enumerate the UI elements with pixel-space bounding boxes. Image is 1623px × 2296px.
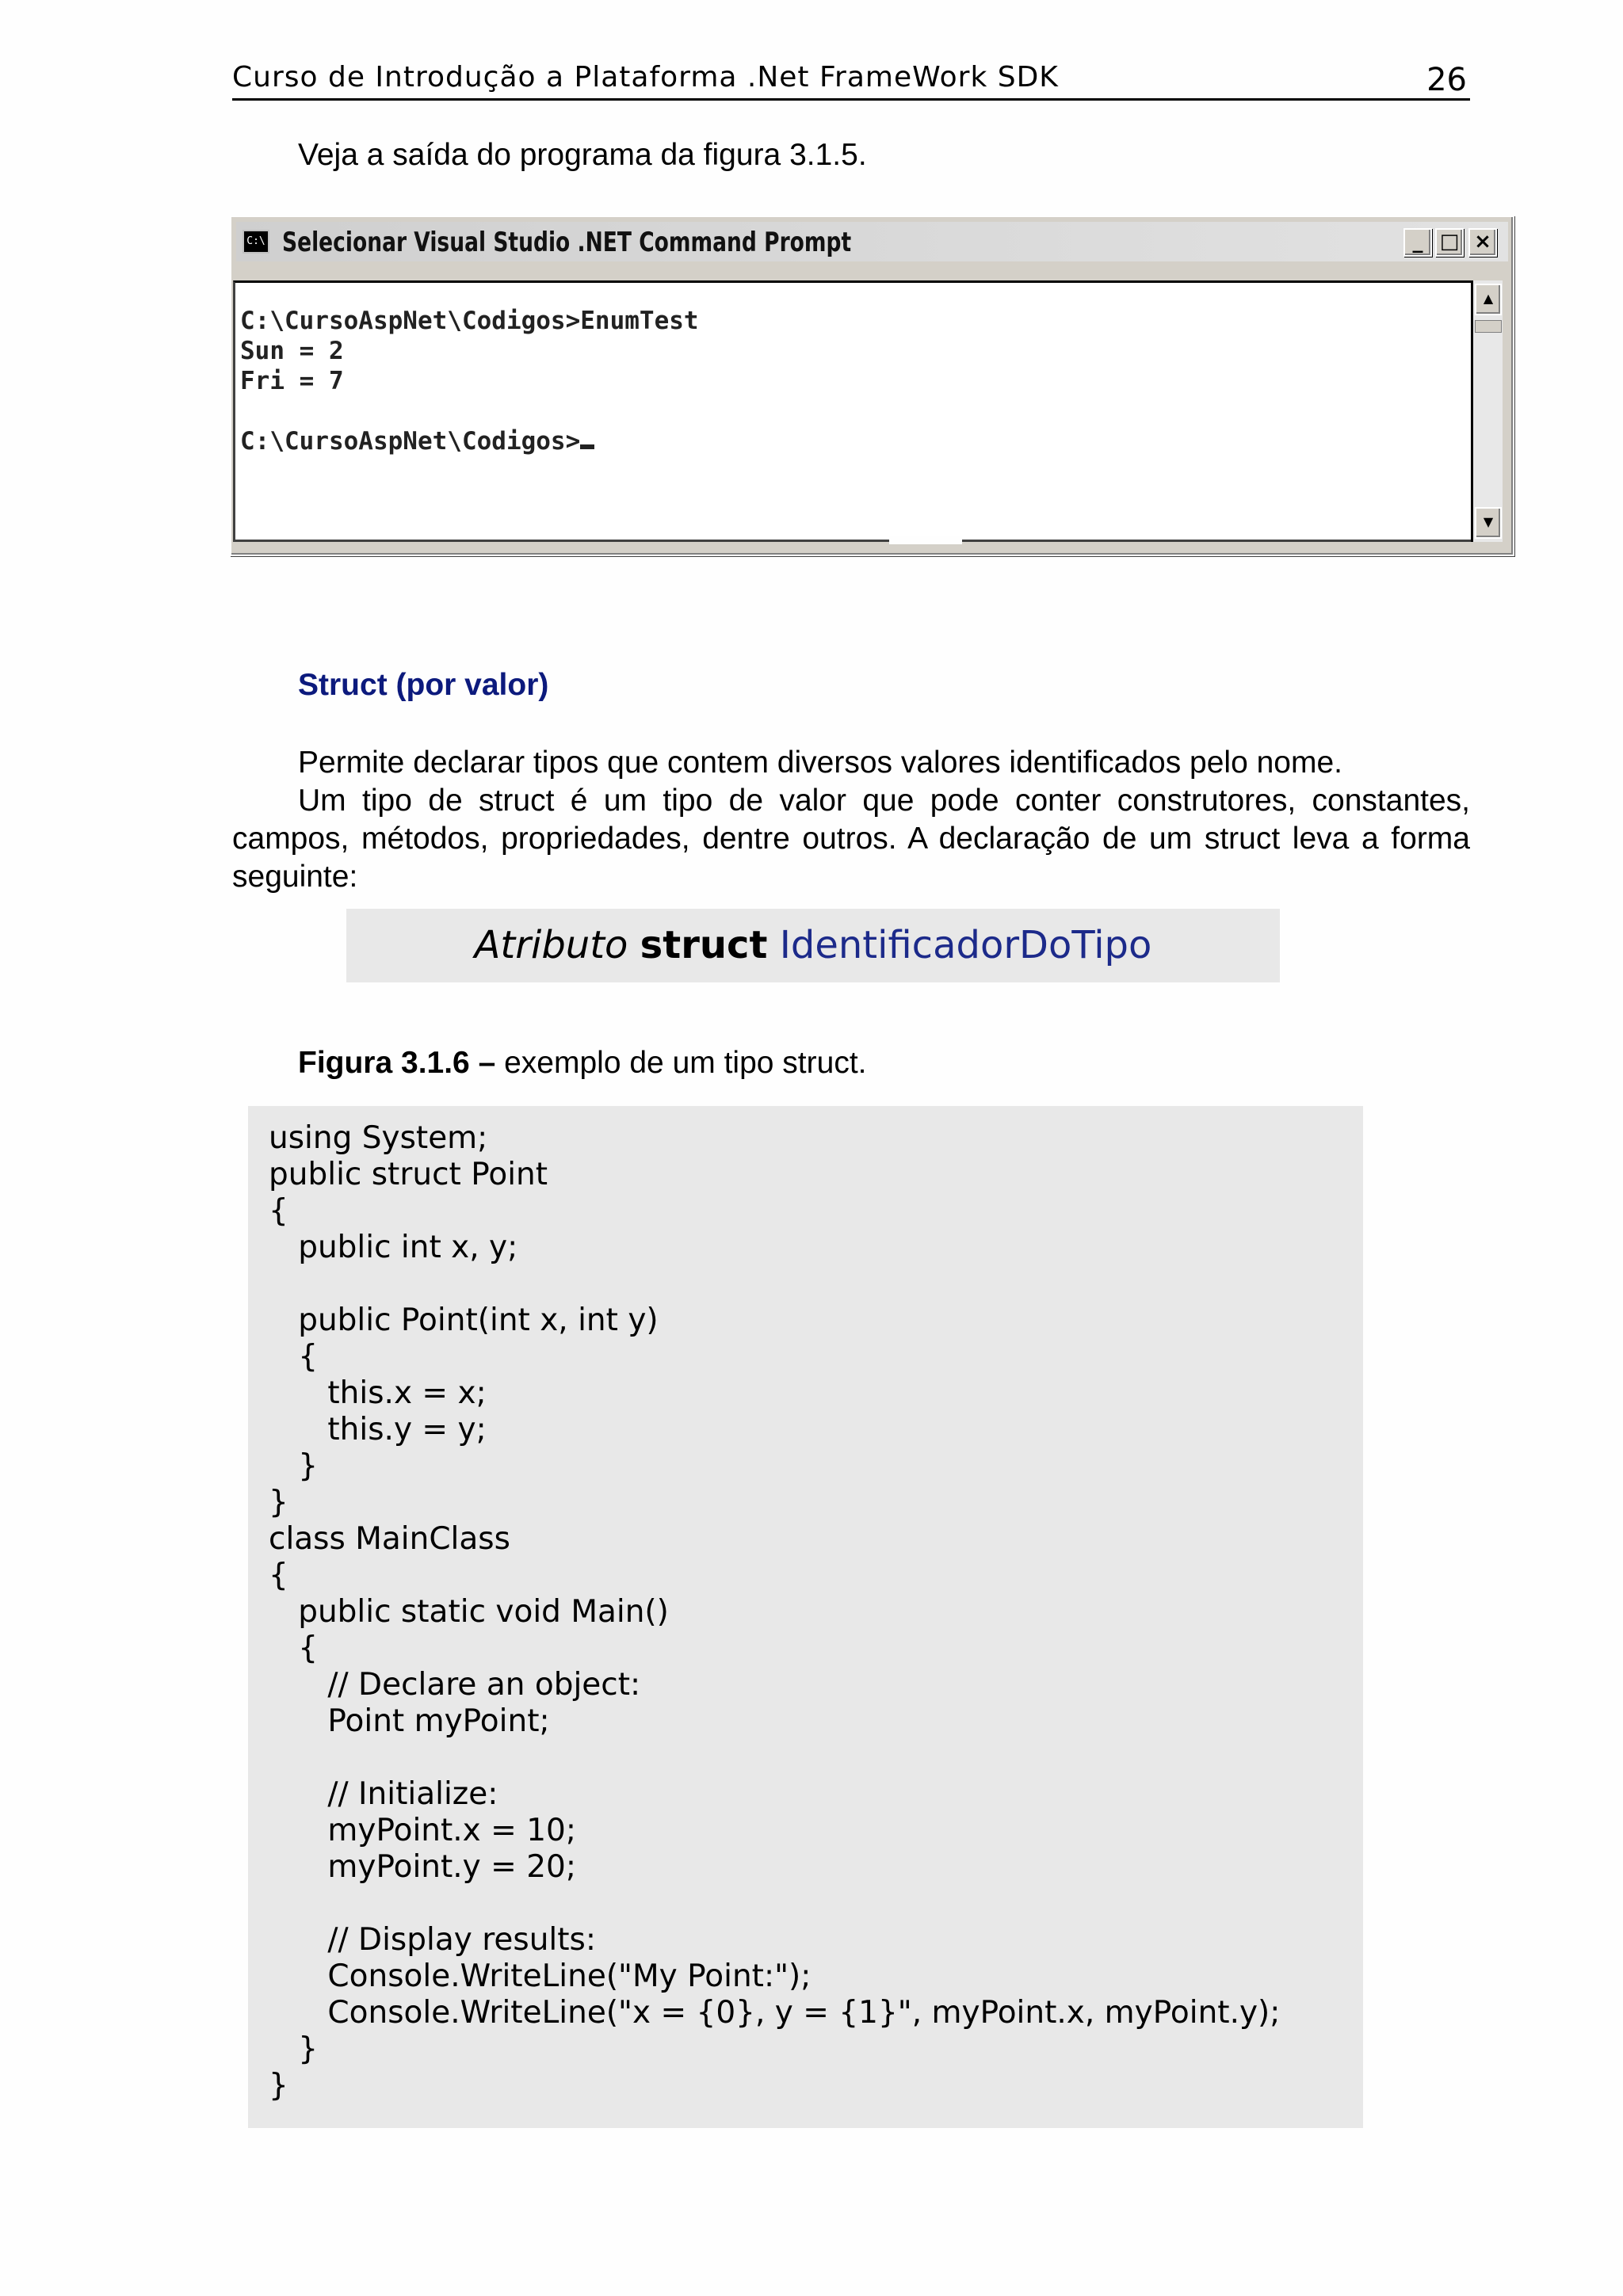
code-block [248,1106,1363,2128]
console-icon: C:\ [242,230,269,254]
code-line: using System; [269,1120,488,1156]
code-line: this.x = x; [269,1375,487,1411]
border-gap [889,536,962,544]
code-line: { [269,1193,288,1229]
code-line: // Initialize: [269,1776,498,1812]
code-line: { [269,1339,319,1375]
page-number: 26 [1426,62,1467,98]
code-line: public Point(int x, int y) [269,1302,659,1338]
minimize-button[interactable]: _ [1403,228,1432,257]
maximize-button[interactable]: □ [1435,228,1464,257]
command-prompt-window [230,215,1514,556]
syntax-keyword: struct [640,923,768,967]
code-line: } [269,1448,319,1484]
code-line: public struct Point [269,1157,548,1192]
code-line: // Display results: [269,1922,597,1958]
code-line: this.y = y; [269,1412,487,1447]
paragraph [232,782,1470,896]
scroll-down-arrow-icon[interactable]: ▼ [1475,507,1502,539]
code-line: } [269,1485,288,1520]
console-output[interactable] [233,280,1471,542]
code-line: } [269,2068,288,2103]
section-heading: Struct (por valor) [298,668,549,702]
console-line: Sun = 2 [240,337,344,365]
console-line: Fri = 7 [240,367,344,395]
intro-text: Veja a saída do programa da figura 3.1.5. [298,138,867,172]
close-button[interactable]: × [1468,228,1497,257]
code-line: Point myPoint; [269,1703,550,1739]
text-cursor [580,444,594,449]
scroll-thumb[interactable] [1475,320,1502,333]
syntax-identifier: IdentificadorDoTipo [779,923,1152,967]
vertical-scrollbar[interactable] [1471,280,1503,542]
header-title: Curso de Introdução a Plataforma .Net FrameWork SDK [232,61,1059,93]
code-line: // Declare an object: [269,1667,641,1703]
code-line: public int x, y; [269,1230,518,1265]
console-line: C:\CursoAspNet\Codigos>EnumTest [240,307,699,335]
syntax-box [346,909,1280,982]
code-line: { [269,1630,319,1666]
figure-label: Figura 3.1.6 – [298,1046,496,1080]
code-line: public static void Main() [269,1594,669,1630]
page-header [232,55,1470,101]
code-line: Console.WriteLine("My Point:"); [269,1958,812,1994]
code-line: Console.WriteLine("x = {0}, y = {1}", myPoint.x, myPoint.y); [269,1995,1281,2031]
code-line: class MainClass [269,1521,510,1557]
code-line: { [269,1558,288,1593]
code-line: myPoint.x = 10; [269,1813,577,1848]
window-title: Selecionar Visual Studio .NET Command Prompt [282,227,852,258]
code-line: } [269,2031,319,2067]
scroll-up-arrow-icon[interactable]: ▲ [1475,284,1502,315]
syntax-attribute: Atributo [474,923,628,967]
figure-caption-text: exemplo de um tipo struct. [495,1046,867,1080]
paragraph-text: Um tipo de struct é um tipo de valor que pode conter construtores, constantes, campos, métodos, propriedades, dentre outros. A declaração de um struct leva a forma seguinte: [232,784,1470,894]
paragraph-text: Permite declarar tipos que contem diversos valores identificados pelo nome. [298,746,1343,780]
window-titlebar[interactable] [236,222,1508,261]
figure-caption [298,1046,867,1081]
console-prompt: C:\CursoAspNet\Codigos> [240,427,581,456]
paragraph [232,744,1470,782]
console-prompt-line [240,427,594,456]
code-line: myPoint.y = 20; [269,1849,577,1885]
